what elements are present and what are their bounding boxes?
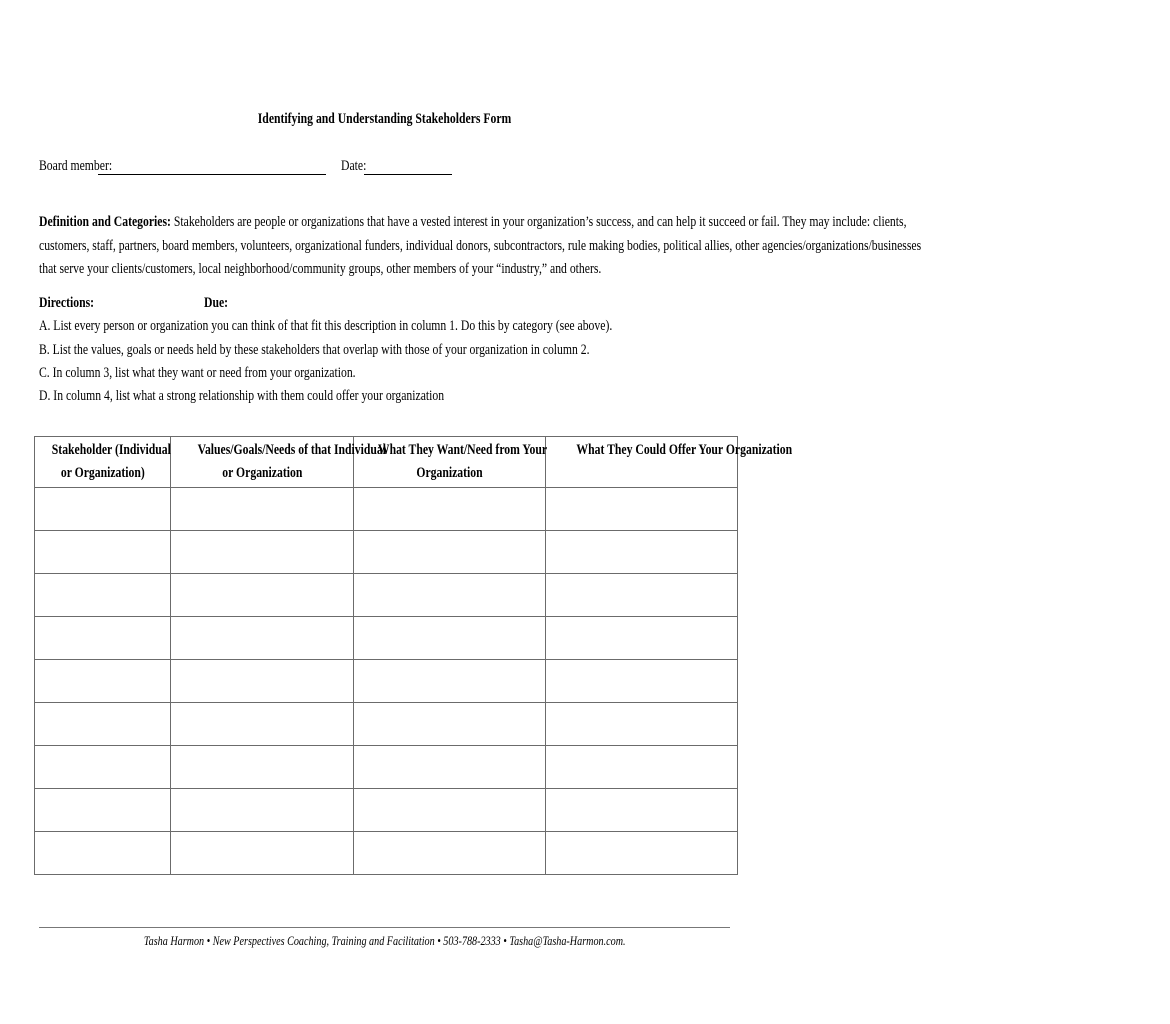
- table-row: [35, 703, 738, 746]
- definition-paragraph: [39, 211, 1170, 282]
- table-cell[interactable]: [546, 488, 738, 531]
- table-cell[interactable]: [171, 660, 354, 703]
- table-cell[interactable]: [171, 617, 354, 660]
- table-row: [35, 617, 738, 660]
- header-want-line-1: What They Want/Need from Your: [377, 442, 548, 458]
- table-header-row: [35, 437, 738, 488]
- directions-label: Directions:: [39, 295, 95, 311]
- due-label: Due:: [204, 295, 229, 311]
- table-cell[interactable]: [35, 574, 171, 617]
- direction-item-c: C. In column 3, list what they want or need from your organization.: [39, 364, 356, 381]
- header-values-line-1: Values/Goals/Needs of that Individual: [197, 442, 387, 458]
- table-cell[interactable]: [354, 832, 546, 875]
- date-field[interactable]: [364, 174, 452, 175]
- table-cell[interactable]: [546, 617, 738, 660]
- direction-item-d: D. In column 4, list what a strong relationship with them could offer your organization: [39, 388, 445, 405]
- header-could-offer: [546, 437, 793, 488]
- table-row: [35, 574, 738, 617]
- table-cell[interactable]: [546, 832, 738, 875]
- table-cell[interactable]: [35, 531, 171, 574]
- direction-item-b: B. List the values, goals or needs held by these stakeholders that overlap with those of your organization in column 2.: [39, 341, 590, 358]
- table-cell[interactable]: [546, 746, 738, 789]
- table-cell[interactable]: [35, 617, 171, 660]
- date-label: Date:: [341, 158, 367, 174]
- table-cell[interactable]: [171, 746, 354, 789]
- table-cell[interactable]: [354, 574, 546, 617]
- header-values-line-2: or Organization: [221, 465, 303, 481]
- table-cell[interactable]: [35, 488, 171, 531]
- form-title: [0, 111, 770, 128]
- table-cell[interactable]: [35, 832, 171, 875]
- footer-divider: [39, 927, 730, 928]
- board-member-field[interactable]: [98, 174, 326, 175]
- header-stakeholder: [35, 437, 171, 488]
- table-cell[interactable]: [35, 789, 171, 832]
- directions-header: [39, 292, 774, 315]
- footer: [0, 933, 770, 949]
- footer-text: Tasha Harmon • New Perspectives Coaching, Training and Facilitation • 503-788-2333 • Tasha@Tasha-Harmon.com.: [144, 933, 626, 948]
- table-cell[interactable]: [35, 703, 171, 746]
- table-cell[interactable]: [354, 789, 546, 832]
- table-row: [35, 488, 738, 531]
- header-want-line-2: Organization: [416, 465, 483, 481]
- table-cell[interactable]: [171, 574, 354, 617]
- board-member-date-row: [39, 158, 739, 178]
- table-cell[interactable]: [546, 660, 738, 703]
- table-row: [35, 832, 738, 875]
- table-cell[interactable]: [35, 660, 171, 703]
- table-cell[interactable]: [354, 617, 546, 660]
- table-body: [35, 488, 738, 875]
- table-cell[interactable]: [546, 531, 738, 574]
- table-cell[interactable]: [354, 746, 546, 789]
- direction-item-a: A. List every person or organization you can think of that fit this description in column 1. Do this by category (see above).: [39, 318, 613, 335]
- directions-section: [39, 292, 774, 408]
- header-stakeholder-line-1: Stakeholder (Individual: [51, 442, 171, 458]
- table-cell[interactable]: [354, 531, 546, 574]
- stakeholder-table: [34, 436, 793, 875]
- table-cell[interactable]: [546, 703, 738, 746]
- table-cell[interactable]: [171, 703, 354, 746]
- table-cell[interactable]: [35, 746, 171, 789]
- header-stakeholder-line-2: or Organization): [60, 465, 145, 481]
- definition-line-2: customers, staff, partners, board members, volunteers, organizational funders, individual donors, subcontractors, rule making bodies, political allies, other agencies/organizations/businesses: [39, 237, 922, 254]
- table-cell[interactable]: [354, 488, 546, 531]
- table-row: [35, 660, 738, 703]
- table-row: [35, 531, 738, 574]
- header-values-goals-needs: [171, 437, 387, 488]
- table-cell[interactable]: [171, 488, 354, 531]
- table-row: [35, 746, 738, 789]
- header-want-need: [354, 437, 546, 488]
- table-cell[interactable]: [171, 531, 354, 574]
- board-member-label: Board member:: [39, 158, 113, 174]
- table-cell[interactable]: [546, 574, 738, 617]
- definition-heading: Definition and Categories:: [39, 214, 171, 230]
- definition-text-1: Stakeholders are people or organizations that have a vested interest in your organization’s success, and can help it succeed or fail. They may include: clients,: [170, 214, 907, 230]
- table-row: [35, 789, 738, 832]
- table-cell[interactable]: [171, 832, 354, 875]
- table-cell[interactable]: [171, 789, 354, 832]
- definition-line-1: [39, 211, 921, 235]
- header-offer-line-1: What They Could Offer Your Organization: [576, 442, 793, 458]
- table-cell[interactable]: [354, 703, 546, 746]
- table-cell[interactable]: [354, 660, 546, 703]
- form-title-text: Identifying and Understanding Stakeholders Form: [258, 111, 512, 127]
- table-cell[interactable]: [546, 789, 738, 832]
- definition-line-3: that serve your clients/customers, local neighborhood/community groups, other members of your “industry,” and others.: [39, 261, 602, 277]
